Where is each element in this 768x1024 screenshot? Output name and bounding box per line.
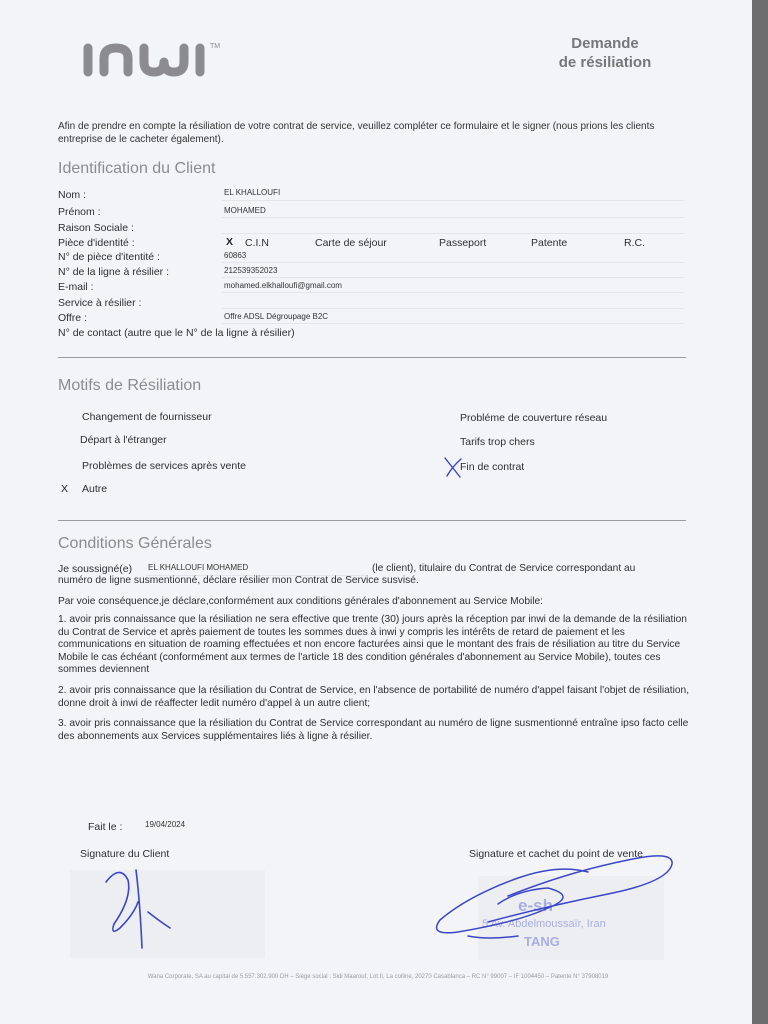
conditions-title: Conditions Générales (58, 535, 212, 552)
email-label: E-mail : (58, 281, 94, 293)
fait-le-label: Fait le : (88, 821, 123, 833)
document-title-line2: de résiliation (558, 54, 652, 71)
num-piece-label: N° de pièce d'itentité : (58, 251, 160, 263)
motif-tarifs[interactable]: Tarifs trop chers (460, 436, 535, 448)
motif-couverture-reseau[interactable]: Probléme de couverture réseau (460, 412, 608, 424)
stamp-line-3: TANG (524, 934, 560, 949)
offre-field[interactable]: Offre ADSL Dégroupage B2C (224, 312, 329, 321)
raison-sociale-label: Raison Sociale : (58, 222, 134, 234)
nom-line (222, 200, 684, 201)
intro-text: Afin de prendre en compte la résiliation de votre contrat de service, veuillez compléter ce formulaire et le signer (nous prions les clients entreprise de le cacheter également). (58, 121, 655, 145)
soussigne-rest-line1: (le client), titulaire du Contrat de Service correspondant au (372, 563, 636, 574)
prenom-label: Prénom : (58, 206, 101, 218)
motif-autre[interactable]: Autre (82, 483, 108, 495)
soussigne-rest-line2: numéro de ligne susmentionné, déclare résilier mon Contrat de Service susvisé. (58, 575, 419, 586)
num-piece-field[interactable]: 60863 (224, 251, 247, 260)
stamp-line-2: 5 Av. Abdelmoussaïr, Iran (482, 918, 606, 930)
soussigne-label: Je soussigné(e) (58, 563, 133, 575)
num-ligne-line (222, 277, 684, 278)
raison-sociale-line (222, 233, 684, 234)
num-ligne-field[interactable]: 212539352023 (224, 266, 278, 275)
email-line (222, 292, 684, 293)
motif-fin-contrat[interactable]: Fin de contrat (460, 461, 525, 473)
email-field[interactable]: mohamed.elkhalloufi@gmail.com (224, 281, 342, 290)
document-title-line1: Demande (571, 35, 639, 52)
offre-line (222, 323, 684, 324)
footer-legal: Wana Corporate, SA au capital de 5.557.302.900 DH – Siège social : Sidi Maarouf, Lot.II, La colline, 20270 Casablanca – RC N° 99007 – IF 1004450 – Patente N° 37908019 (147, 974, 609, 980)
num-piece-line (222, 262, 684, 263)
identification-title: Identification du Client (58, 160, 216, 177)
inwi-logo-mark (80, 36, 250, 86)
service-line (222, 308, 684, 309)
fin-contrat-ink-mark (442, 455, 466, 479)
motif-problemes-sav[interactable]: Problèmes de services après vente (82, 460, 246, 472)
trademark-label: TM (210, 43, 221, 50)
divider (58, 357, 686, 358)
offre-label: Offre : (58, 312, 87, 324)
piece-option-carte-sejour[interactable]: Carte de séjour (315, 237, 387, 249)
divider (58, 520, 686, 521)
service-label: Service à résilier : (58, 297, 142, 309)
conditions-paragraph-2: 2. avoir pris connaissance que la résiliation du Contrat de Service, en l'absence de portabilité de numéro d'appel faisant l'objet de résiliation, donne droit à inwi de réaffecter ledit numéro d'appel à un autre client; (58, 685, 690, 709)
contact-label: N° de contact (autre que le N° de la ligne à résilier) (58, 327, 295, 339)
inwi-logo (80, 36, 250, 91)
stamp-line-1: e-sh (518, 896, 553, 915)
client-signature-label: Signature du Client (80, 848, 170, 860)
conditions-paragraph-3: 3. avoir pris connaissance que la résiliation du Contrat de Service correspondant au numéro de ligne susmentionné entraîne ipso facto celle des abonnements aux Services supplémentaires liés à ligne à résilier. (58, 718, 689, 742)
nom-field[interactable]: EL KHALLOUFI (224, 188, 281, 197)
conditions-consequence: Par voie conséquence,je déclare,conformément aux conditions générales d'abonnement au Service Mobile: (58, 596, 544, 607)
piece-option-passeport[interactable]: Passeport (439, 237, 487, 249)
cin-check-mark[interactable]: X (226, 236, 234, 248)
motif-depart-etranger[interactable]: Départ à l'étranger (80, 434, 167, 446)
conditions-paragraph-1: 1. avoir pris connaissance que la résiliation ne sera effective que trente (30) jours après la réception par inwi de la demande de la résiliation du Contrat de Service et après paiement de toutes les sommes dues à inwi y compris les intérêts de retard de paiement et les communications en situation de roaming effectuées et non encore facturées ainsi que le montant des frais de résiliation au titre du Service Mobile le cas échéant (conformément aux termes de l'article 18 des condition générales d'abonnement au Service Mobile), toutes ces sommes deviennent (58, 614, 687, 675)
prenom-field[interactable]: MOHAMED (224, 206, 266, 215)
motif-changement-fournisseur[interactable]: Changement de fournisseur (82, 411, 212, 423)
piece-identite-label: Pièce d'identité : (58, 237, 135, 249)
piece-option-patente[interactable]: Patente (531, 237, 568, 249)
vente-signature-label: Signature et cachet du point de vente (469, 848, 643, 860)
piece-option-rc[interactable]: R.C. (624, 237, 645, 249)
vente-signature-ink (428, 842, 684, 962)
prenom-line (222, 217, 684, 218)
motifs-title: Motifs de Résiliation (58, 377, 202, 394)
nom-label: Nom : (58, 189, 87, 201)
piece-option-cin[interactable]: C.I.N (245, 237, 269, 249)
client-signature-ink (98, 862, 178, 962)
autre-check-mark[interactable]: X (61, 483, 69, 495)
num-ligne-label: N° de la ligne à résilier : (58, 266, 169, 278)
soussigne-field[interactable]: EL KHALLOUFI MOHAMED (148, 563, 249, 572)
fait-le-field[interactable]: 19/04/2024 (145, 820, 186, 829)
document-title (520, 34, 690, 72)
